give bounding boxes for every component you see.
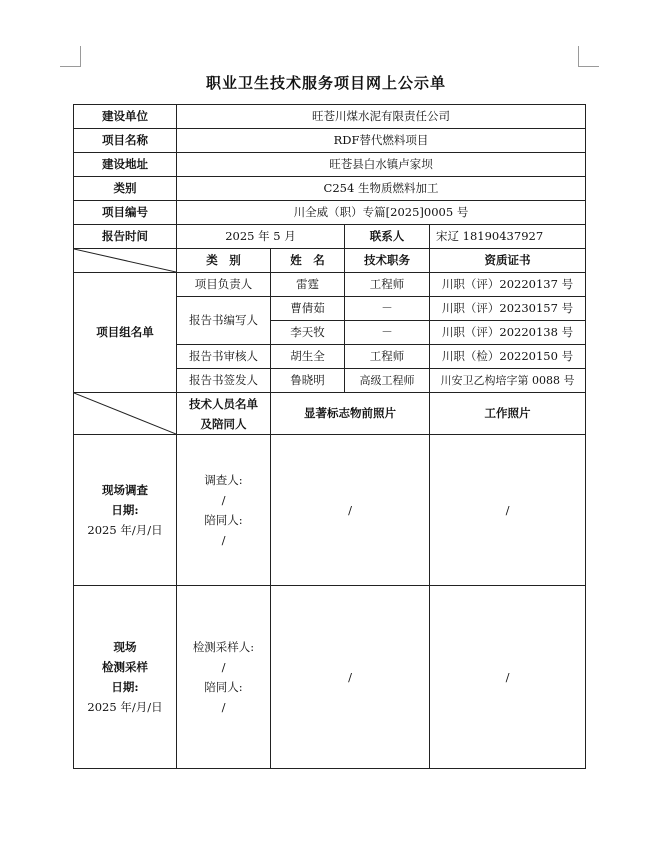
label-contact: 联系人 <box>345 225 430 249</box>
member-role: 报告书审核人 <box>177 345 271 369</box>
site-survey-title: 现场调查 <box>102 483 148 497</box>
member-cert: 川职（评）20220137 号 <box>430 273 586 297</box>
site-survey-label <box>74 435 177 586</box>
member-duty: － <box>345 321 430 345</box>
document-title: 职业卫生技术服务项目网上公示单 <box>205 74 446 92</box>
header-category: 类 别 <box>177 249 271 273</box>
member-duty: 高级工程师 <box>345 369 430 393</box>
site-sampling-date: 2025 年/月/日 <box>87 700 163 714</box>
member-role: 报告书编写人 <box>177 297 271 345</box>
member-role: 报告书签发人 <box>177 369 271 393</box>
site-sampling-title1: 现场 <box>113 640 137 654</box>
row-category <box>74 177 586 201</box>
site-sampling-label <box>74 586 177 769</box>
value-report-time: 2025 年 5 月 <box>177 225 345 249</box>
member-name: 胡生全 <box>271 345 345 369</box>
companion-label: 陪同人: <box>204 513 243 527</box>
site-sampling-date-label: 日期: <box>111 680 139 694</box>
header-name: 姓 名 <box>271 249 345 273</box>
row-report-time <box>74 225 586 249</box>
companion-value: / <box>221 700 226 714</box>
member-name: 鲁晓明 <box>271 369 345 393</box>
label-project-number: 项目编号 <box>74 201 177 225</box>
header-duty: 技术职务 <box>345 249 430 273</box>
label-construction-unit: 建设单位 <box>74 105 177 129</box>
value-construction-address: 旺苍县白水镇卢家坝 <box>177 153 586 177</box>
sampler-value: / <box>221 660 226 674</box>
member-duty: 工程师 <box>345 345 430 369</box>
label-report-time: 报告时间 <box>74 225 177 249</box>
row-site-survey <box>74 435 586 586</box>
header-landmark-photo: 显著标志物前照片 <box>271 393 430 435</box>
site-sampling-landmark-photo: / <box>271 586 430 769</box>
row-construction-unit <box>74 105 586 129</box>
site-survey-landmark-photo: / <box>271 435 430 586</box>
member-cert: 川职（评）20220138 号 <box>430 321 586 345</box>
team-row <box>74 273 586 297</box>
header-staff <box>177 393 271 435</box>
header-cert: 资质证书 <box>430 249 586 273</box>
label-category: 类别 <box>74 177 177 201</box>
row-site-sampling <box>74 586 586 769</box>
member-role: 项目负责人 <box>177 273 271 297</box>
member-name: 李天牧 <box>271 321 345 345</box>
row-team-header <box>74 249 586 273</box>
header-staff-line2: 及陪同人 <box>200 416 247 431</box>
member-name: 曹倩茹 <box>271 297 345 321</box>
diagonal-line <box>74 249 176 272</box>
value-category: C254 生物质燃料加工 <box>177 177 586 201</box>
label-construction-address: 建设地址 <box>74 153 177 177</box>
header-staff-line1: 技术人员名单 <box>189 396 258 411</box>
label-project-team: 项目组名单 <box>74 273 177 393</box>
companion-value: / <box>221 533 226 547</box>
crop-mark-top-right <box>578 46 599 67</box>
site-sampling-staff <box>177 586 271 769</box>
disclosure-table <box>73 104 586 769</box>
value-construction-unit: 旺苍川煤水泥有限责任公司 <box>177 105 586 129</box>
header-work-photo: 工作照片 <box>430 393 586 435</box>
sampler-label: 检测采样人: <box>192 640 255 654</box>
row-project-number <box>74 201 586 225</box>
row-project-name <box>74 129 586 153</box>
site-survey-work-photo: / <box>430 435 586 586</box>
row-photos-header <box>74 393 586 435</box>
value-contact: 宋辽 18190437927 <box>430 225 586 249</box>
value-project-name: RDF替代燃料项目 <box>177 129 586 153</box>
diagonal-cell <box>74 249 177 273</box>
member-duty: 工程师 <box>345 273 430 297</box>
member-duty: － <box>345 297 430 321</box>
label-project-name: 项目名称 <box>74 129 177 153</box>
value-project-number: 川全威（职）专篇[2025]0005 号 <box>177 201 586 225</box>
member-cert: 川职（检）20220150 号 <box>430 345 586 369</box>
site-survey-date: 2025 年/月/日 <box>87 523 163 537</box>
investigator-label: 调查人: <box>204 473 243 487</box>
companion-label: 陪同人: <box>204 680 243 694</box>
member-name: 雷霆 <box>271 273 345 297</box>
site-survey-staff <box>177 435 271 586</box>
site-survey-date-label: 日期: <box>111 503 139 517</box>
site-sampling-title2: 检测采样 <box>102 660 148 674</box>
member-cert: 川安卫乙构培字第 0088 号 <box>430 369 586 393</box>
diagonal-line <box>74 393 176 434</box>
investigator-value: / <box>221 493 226 507</box>
diagonal-cell <box>74 393 177 435</box>
crop-mark-top-left <box>60 46 81 67</box>
site-sampling-work-photo: / <box>430 586 586 769</box>
member-cert: 川职（评）20230157 号 <box>430 297 586 321</box>
row-construction-address <box>74 153 586 177</box>
